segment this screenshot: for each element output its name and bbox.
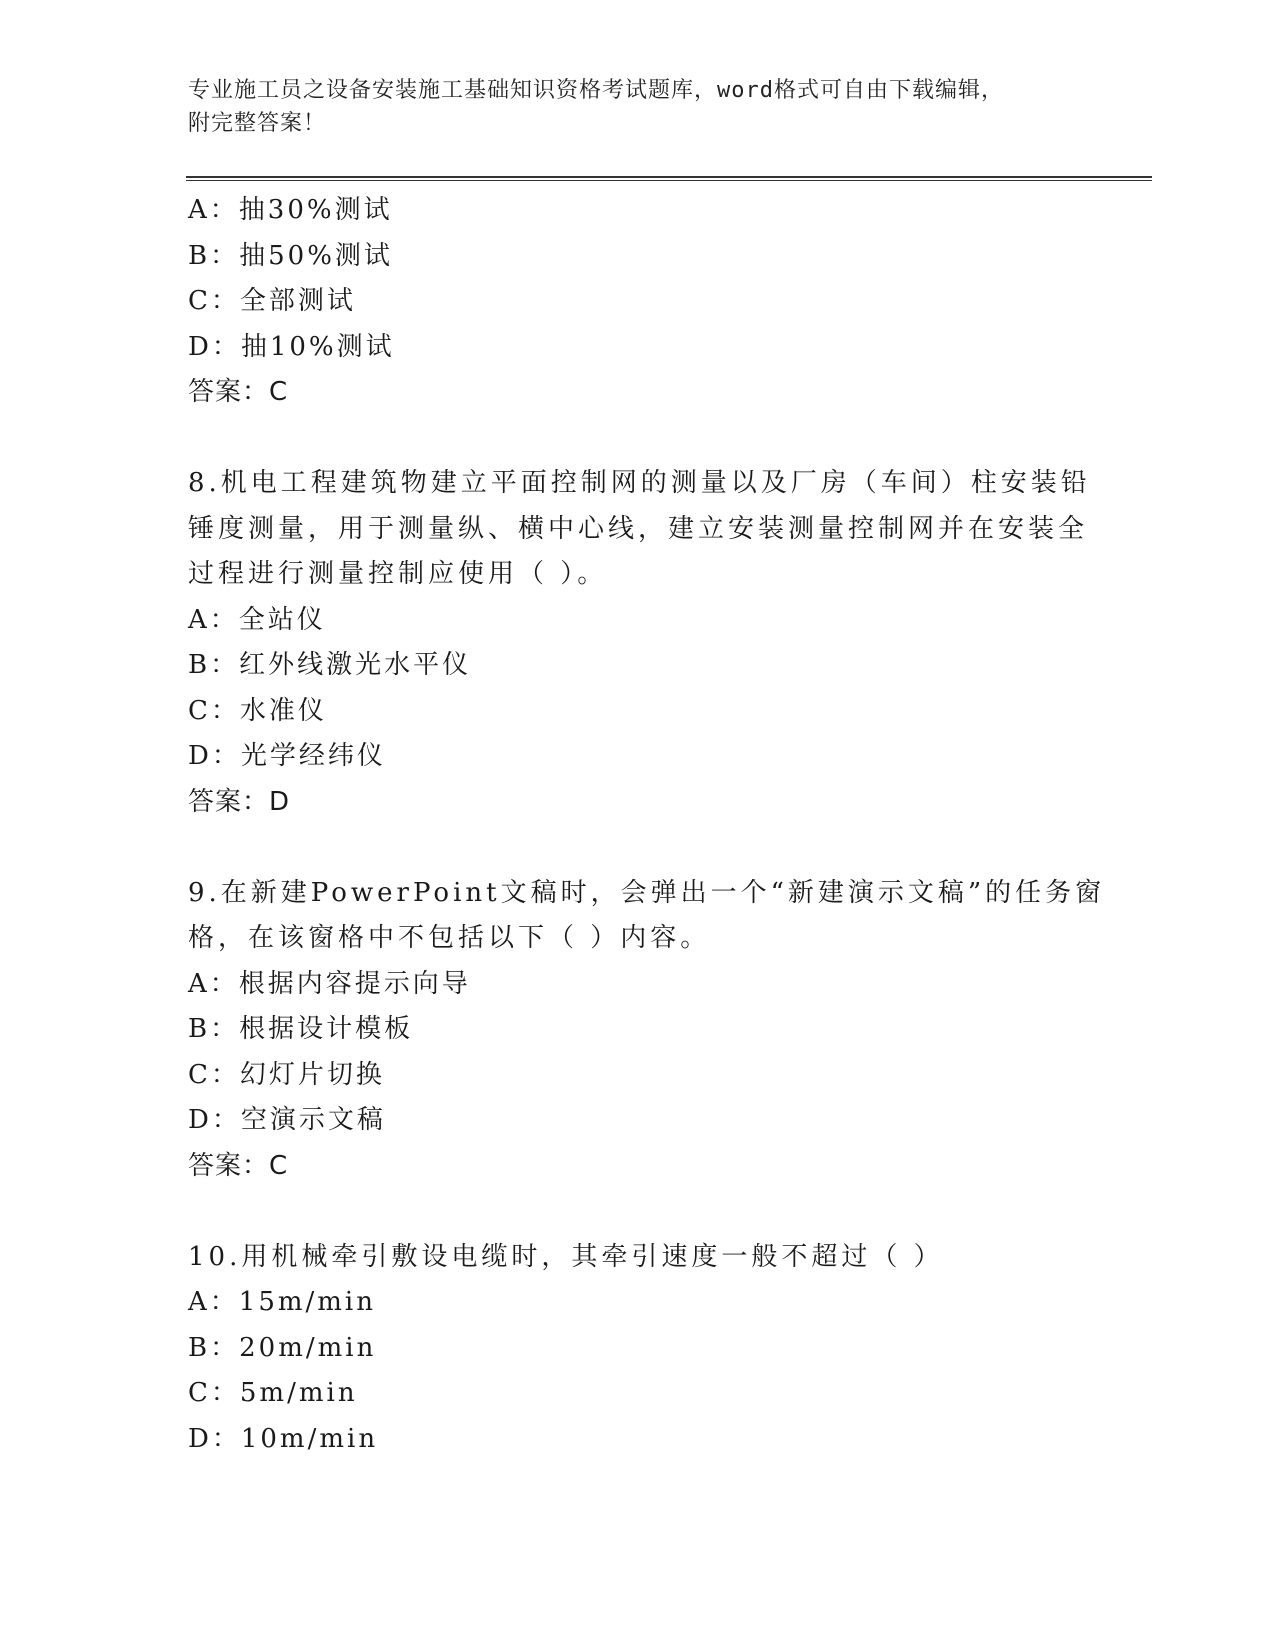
option-d: D：空演示文稿	[188, 1105, 386, 1135]
question-text-line: 8.机电工程建筑物建立平面控制网的测量以及厂房（车间）柱安装铅	[188, 468, 1091, 498]
spacer	[188, 825, 1088, 871]
option-b: B：抽50%测试	[188, 240, 393, 271]
header-divider	[186, 176, 1152, 181]
question-text-line: 9.在新建PowerPoint文稿时，会弹出一个“新建演示文稿”的任务窗	[188, 877, 1106, 908]
option-d: D：抽10%测试	[188, 331, 395, 362]
question-block	[188, 871, 1106, 1190]
answer-line: 答案：C	[188, 377, 289, 407]
option-a: A：抽30%测试	[188, 195, 393, 225]
question-text-line: 10.用机械牵引敷设电缆时，其牵引速度一般不超过（ ）	[188, 1241, 944, 1272]
spacer	[188, 1189, 1088, 1235]
option-a: A：全站仪	[188, 604, 326, 635]
option-a: A：15m/min	[188, 1287, 376, 1317]
option-a: A：根据内容提示向导	[188, 968, 471, 999]
spacer	[188, 416, 1088, 462]
option-b: B：根据设计模板	[188, 1014, 414, 1044]
option-b: B：红外线激光水平仪	[188, 650, 472, 680]
answer-line: 答案：D	[188, 786, 291, 817]
option-c: C：幻灯片切换	[188, 1059, 385, 1090]
option-d: D：光学经纬仪	[188, 741, 386, 771]
header-line-2: 附完整答案！	[188, 111, 327, 136]
option-d: D：10m/min	[188, 1423, 379, 1454]
document-header	[188, 74, 1088, 140]
question-text-line: 格，在该窗格中不包括以下（ ）内容。	[188, 923, 711, 953]
question-block	[188, 1235, 1088, 1463]
option-c: C：水准仪	[188, 695, 327, 726]
question-list	[188, 188, 1106, 1462]
question-text-line: 锤度测量，用于测量纵、横中心线，建立安装测量控制网并在安装全	[188, 513, 1089, 544]
header-line-1: 专业施工员之设备安装施工基础知识资格考试题库，word格式可自由下载编辑，	[188, 78, 1004, 103]
option-c: C：全部测试	[188, 286, 356, 316]
option-c: C：5m/min	[188, 1378, 358, 1408]
question-block	[188, 188, 1088, 416]
answer-line: 答案：C	[188, 1150, 289, 1181]
option-b: B：20m/min	[188, 1332, 377, 1363]
question-block	[188, 461, 1091, 825]
question-text-line: 过程进行测量控制应使用（ ）。	[188, 559, 608, 589]
